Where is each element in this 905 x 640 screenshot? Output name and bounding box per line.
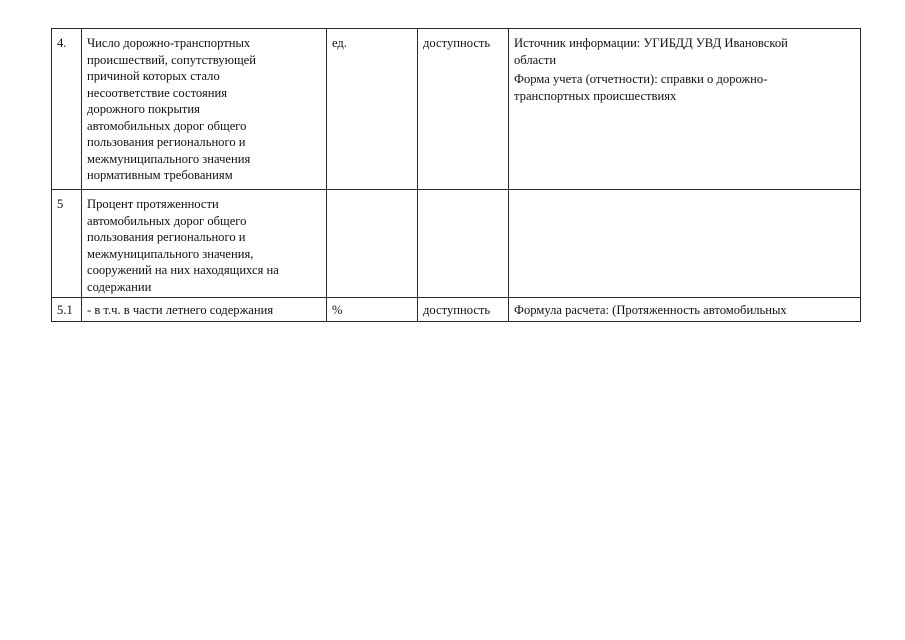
row-number: 4.: [52, 29, 82, 190]
source-info: Источник информации: УГИБДД УВД Ивановской области: [514, 36, 788, 67]
type-cell: доступность: [418, 298, 509, 322]
indicators-table: [51, 28, 861, 322]
indicator-name: Процент протяженности автомобильных дорог общего пользования регионального и межмуниципального значения, сооружений на них находящихся на содержании: [82, 190, 327, 298]
table-row: [52, 190, 861, 298]
unit-cell: %: [327, 298, 418, 322]
unit-cell: ед.: [327, 29, 418, 190]
source-cell: [509, 190, 861, 298]
type-cell: [418, 190, 509, 298]
table-row: [52, 29, 861, 190]
row-number: 5.1: [52, 298, 82, 322]
reporting-form: Форма учета (отчетности): справки о дорожно- транспортных происшествиях: [514, 72, 768, 103]
type-cell: доступность: [418, 29, 509, 190]
indicator-name: Число дорожно-транспортных происшествий, сопутствующей причиной которых стало несоответствие состояния дорожного покрытия автомобильных дорог общего пользования регионального и межмуниципального значения нормативным требованиям: [82, 29, 327, 190]
table-row: [52, 298, 861, 322]
source-cell: Формула расчета: (Протяженность автомобильных: [509, 298, 861, 322]
unit-cell: [327, 190, 418, 298]
source-cell: [509, 29, 861, 190]
indicator-name: - в т.ч. в части летнего содержания: [82, 298, 327, 322]
row-number: 5: [52, 190, 82, 298]
